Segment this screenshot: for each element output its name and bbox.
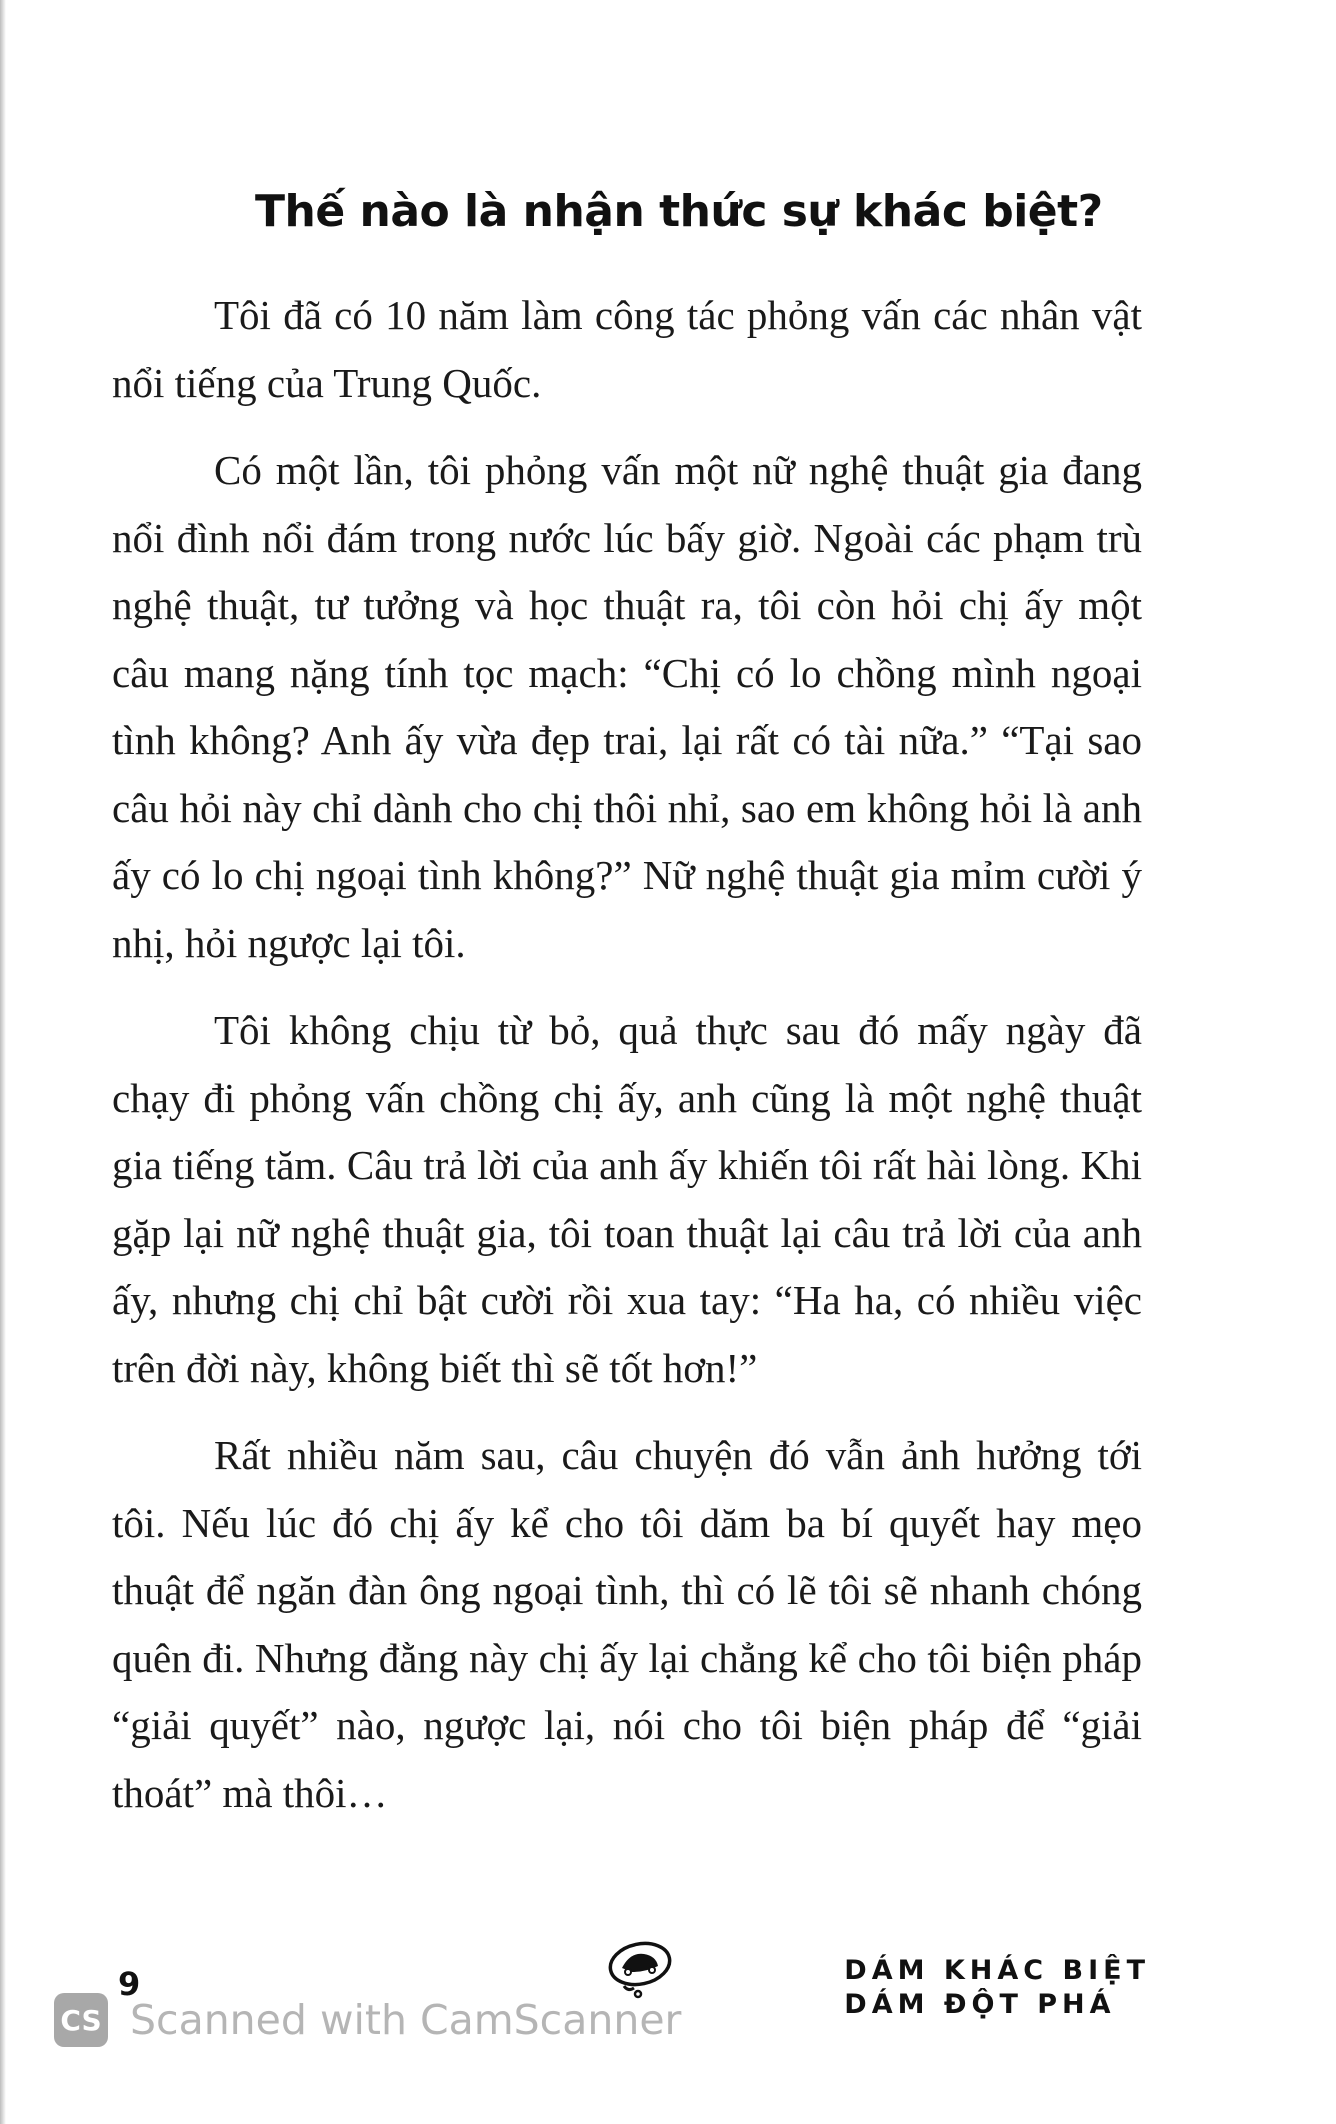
section-heading: Thế nào là nhận thức sự khác biệt? <box>255 186 1103 237</box>
paragraph: Tôi đã có 10 năm làm công tác phỏng vấn các nhân vật nổi tiếng của Trung Quốc. <box>112 292 1142 406</box>
paragraph: Tôi không chịu từ bỏ, quả thực sau đó mấy ngày đã chạy đi phỏng vấn chồng chị ấy, anh cũng là một nghệ thuật gia tiếng tăm. Câu trả lời của anh ấy khiến tôi rất hài lòng. Khi gặp lại nữ nghệ thuật gia, tôi toan thuật lại câu trả lời của anh ấy, nhưng chị chỉ bật cười rồi xua tay: “Ha ha, có nhiều việc trên đời này, không biết thì sẽ tốt hơn!” <box>112 1007 1142 1391</box>
series-line-2: DÁM ĐỘT PHÁ <box>844 1989 1116 2020</box>
page-edge-shadow <box>0 0 6 2124</box>
page-number: 9 <box>118 1965 141 2003</box>
series-line-1: DÁM KHÁC BIỆT <box>844 1955 1150 1986</box>
watermark-text: Scanned with CamScanner <box>130 1996 682 2044</box>
camscanner-watermark <box>54 1990 681 2050</box>
paragraph: Rất nhiều năm sau, câu chuyện đó vẫn ảnh hưởng tới tôi. Nếu lúc đó chị ấy kể cho tôi dăm ba bí quyết hay mẹo thuật để ngăn đàn ông ngoại tình, thì có lẽ tôi sẽ nhanh chóng quên đi. Nhưng đằng này chị ấy lại chẳng kể cho tôi biện pháp “giải quyết” nào, ngược lại, nói cho tôi biện pháp để “giải thoát” mà thôi… <box>112 1432 1142 1816</box>
paragraph: Có một lần, tôi phỏng vấn một nữ nghệ thuật gia đang nổi đình nổi đám trong nước lúc bấy giờ. Ngoài các phạm trù nghệ thuật, tư tưởng và học thuật ra, tôi còn hỏi chị ấy một câu mang nặng tính tọc mạch: “Chị có lo chồng mình ngoại tình không? Anh ấy vừa đẹp trai, lại rất có tài nữa.” “Tại sao câu hỏi này chỉ dành cho chị thôi nhỉ, sao em không hỏi là anh ấy có lo chị ngoại tình không?” Nữ nghệ thuật gia mỉm cười ý nhị, hỏi ngược lại tôi. <box>112 447 1142 966</box>
camscanner-logo-icon: CS <box>54 1993 108 2047</box>
book-series-title <box>844 1954 1150 2022</box>
body-text <box>112 282 1142 1847</box>
